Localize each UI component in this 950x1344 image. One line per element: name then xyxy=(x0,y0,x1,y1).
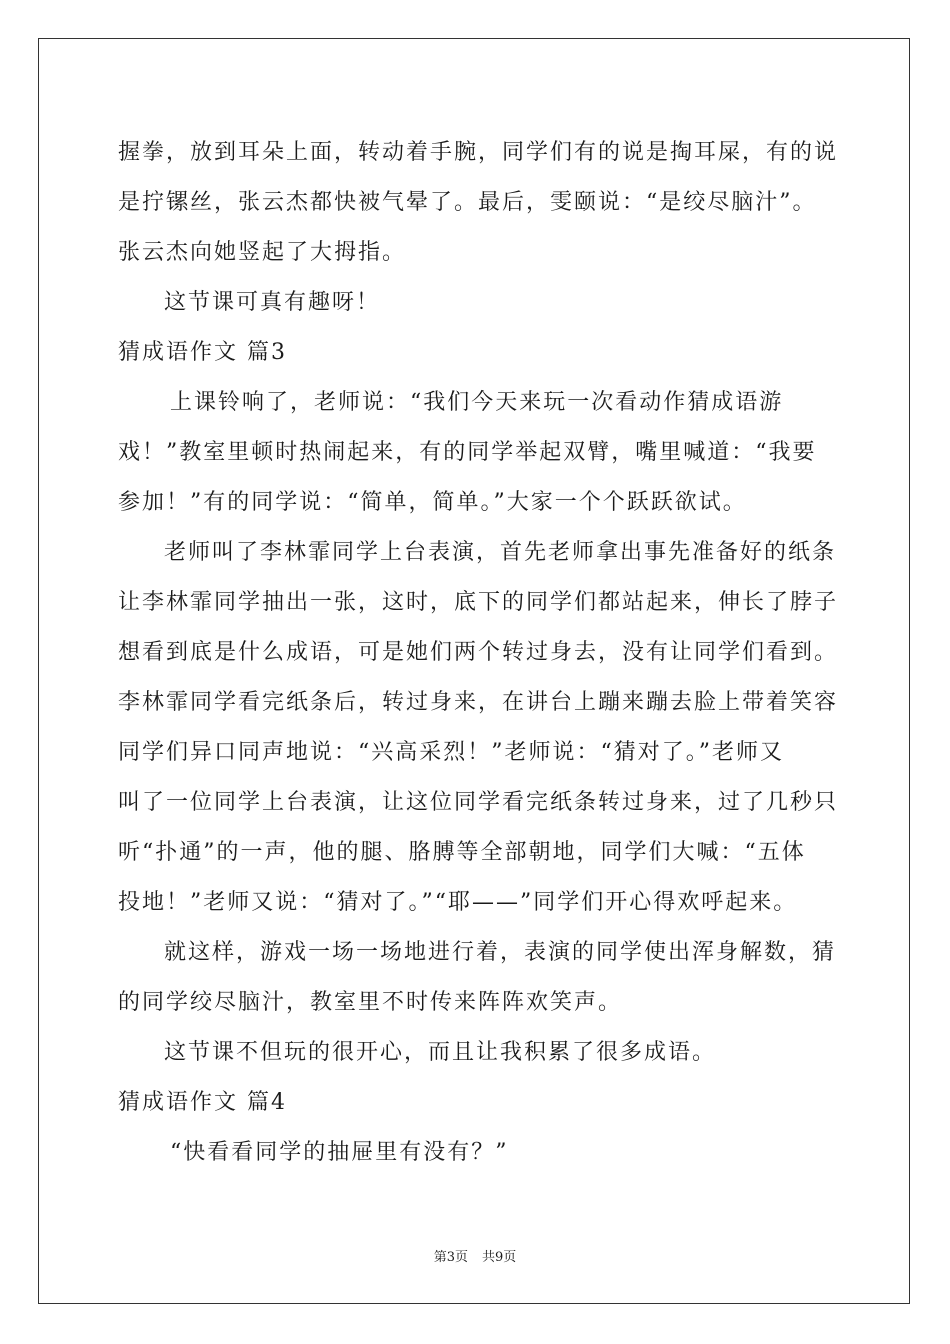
paragraph-line: 叫了一位同学上台表演，让这位同学看完纸条转过身来，过了几秒只 xyxy=(118,790,839,815)
section-heading-3: 猜成语作文 篇3 xyxy=(118,340,287,365)
paragraph-line: 上课铃响了，老师说：“我们今天来玩一次看动作猜成语游 xyxy=(170,390,784,415)
paragraph-line: 同学们异口同声地说：“兴高采烈！”老师说：“猜对了。”老师又 xyxy=(118,740,784,765)
paragraph-line: 想看到底是什么成语，可是她们两个转过身去，没有让同学们看到。 xyxy=(118,640,839,665)
paragraph-line: “快看看同学的抽屉里有没有？” xyxy=(170,1140,509,1165)
paragraph-line: 参加！”有的同学说：“简单，简单。”大家一个个跃跃欲试。 xyxy=(118,490,747,515)
paragraph-line: 投地！”老师又说：“猜对了。”“耶——”同学们开心得欢呼起来。 xyxy=(118,890,798,915)
page-footer xyxy=(0,1246,950,1265)
page-number: 第3页 xyxy=(433,1250,468,1265)
document-body xyxy=(118,128,858,1178)
paragraph-line: 戏！”教室里顿时热闹起来，有的同学举起双臂，嘴里喊道：“我要 xyxy=(118,440,817,465)
section-heading-4: 猜成语作文 篇4 xyxy=(118,1090,287,1115)
paragraph-line: 这节课可真有趣呀！ xyxy=(164,290,381,315)
paragraph-line: 就这样，游戏一场一场地进行着，表演的同学使出浑身解数，猜 xyxy=(164,940,837,965)
paragraph-line: 听“扑通”的一声，他的腿、胳膊等全部朝地，同学们大喊：“五体 xyxy=(118,840,806,865)
paragraph-line: 老师叫了李林霏同学上台表演，首先老师拿出事先准备好的纸条 xyxy=(164,540,837,565)
paragraph-line: 张云杰向她竖起了大拇指。 xyxy=(118,240,407,265)
page-total: 共9页 xyxy=(482,1250,517,1265)
paragraph-line: 让李林霏同学抽出一张，这时，底下的同学们都站起来，伸长了脖子 xyxy=(118,590,839,615)
paragraph-line: 的同学绞尽脑汁，教室里不时传来阵阵欢笑声。 xyxy=(118,990,623,1015)
paragraph-line: 李林霏同学看完纸条后，转过身来，在讲台上蹦来蹦去脸上带着笑容 xyxy=(118,690,839,715)
paragraph-line: 握拳，放到耳朵上面，转动着手腕，同学们有的说是掏耳屎，有的说 xyxy=(118,140,839,165)
paragraph-line: 是拧镙丝，张云杰都快被气晕了。最后，雯颐说：“是绞尽脑汁”。 xyxy=(118,190,817,215)
paragraph-line: 这节课不但玩的很开心，而且让我积累了很多成语。 xyxy=(164,1040,717,1065)
